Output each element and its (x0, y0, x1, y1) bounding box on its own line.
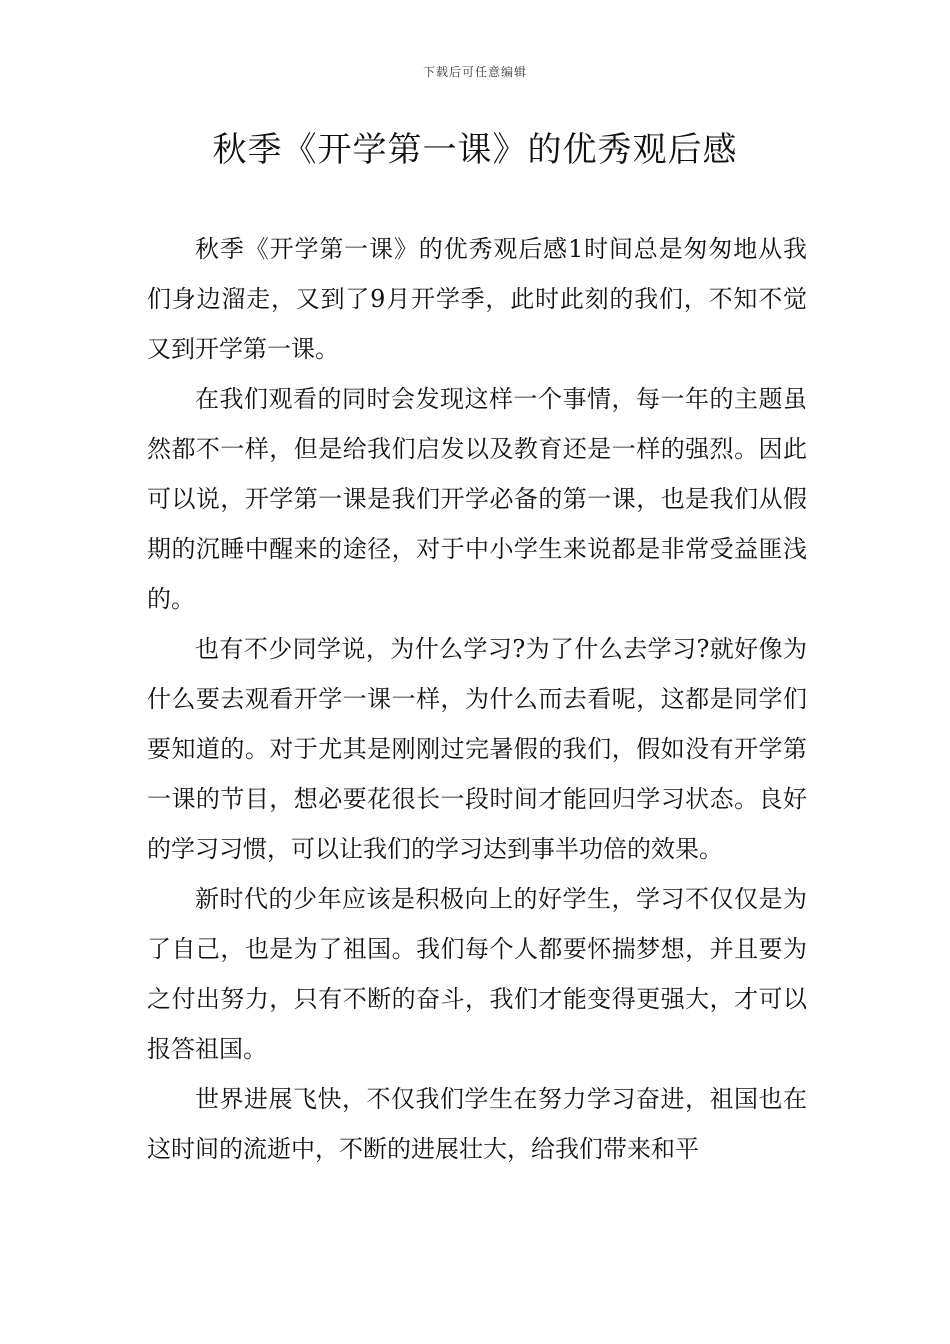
body-paragraph: 在我们观看的同时会发现这样一个事情，每一年的主题虽然都不一样，但是给我们启发以及教育还是一样的强烈。因此可以说，开学第一课是我们开学必备的第一课，也是我们从假期的沉睡中醒来的途径，对于中小学生来说都是非常受益匪浅的。 (147, 385, 807, 613)
document-body (147, 224, 807, 1174)
body-paragraph: 世界进展飞快，不仅我们学生在努力学习奋进，祖国也在这时间的流逝中，不断的进展壮大，给我们带来和平 (147, 1085, 807, 1163)
body-paragraph: 也有不少同学说，为什么学习?为了什么去学习?就好像为什么要去观看开学一课一样，为什么而去看呢，这都是同学们要知道的。对于尤其是刚刚过完暑假的我们，假如没有开学第一课的节目，想必要花很长一段时间才能回归学习状态。良好的学习习惯，可以让我们的学习达到事半功倍的效果。 (147, 635, 807, 863)
header-note: 下载后可任意编辑 (422, 65, 527, 79)
document-title: 秋季《开学第一课》的优秀观后感 (212, 130, 738, 170)
body-paragraph: 新时代的少年应该是积极向上的好学生，学习不仅仅是为了自己，也是为了祖国。我们每个人都要怀揣梦想，并且要为之付出努力，只有不断的奋斗，我们才能变得更强大，才可以报答祖国。 (147, 885, 807, 1063)
body-paragraph: 秋季《开学第一课》的优秀观后感1时间总是匆匆地从我们身边溜走，又到了9月开学季，此时此刻的我们，不知不觉又到开学第一课。 (147, 235, 807, 363)
